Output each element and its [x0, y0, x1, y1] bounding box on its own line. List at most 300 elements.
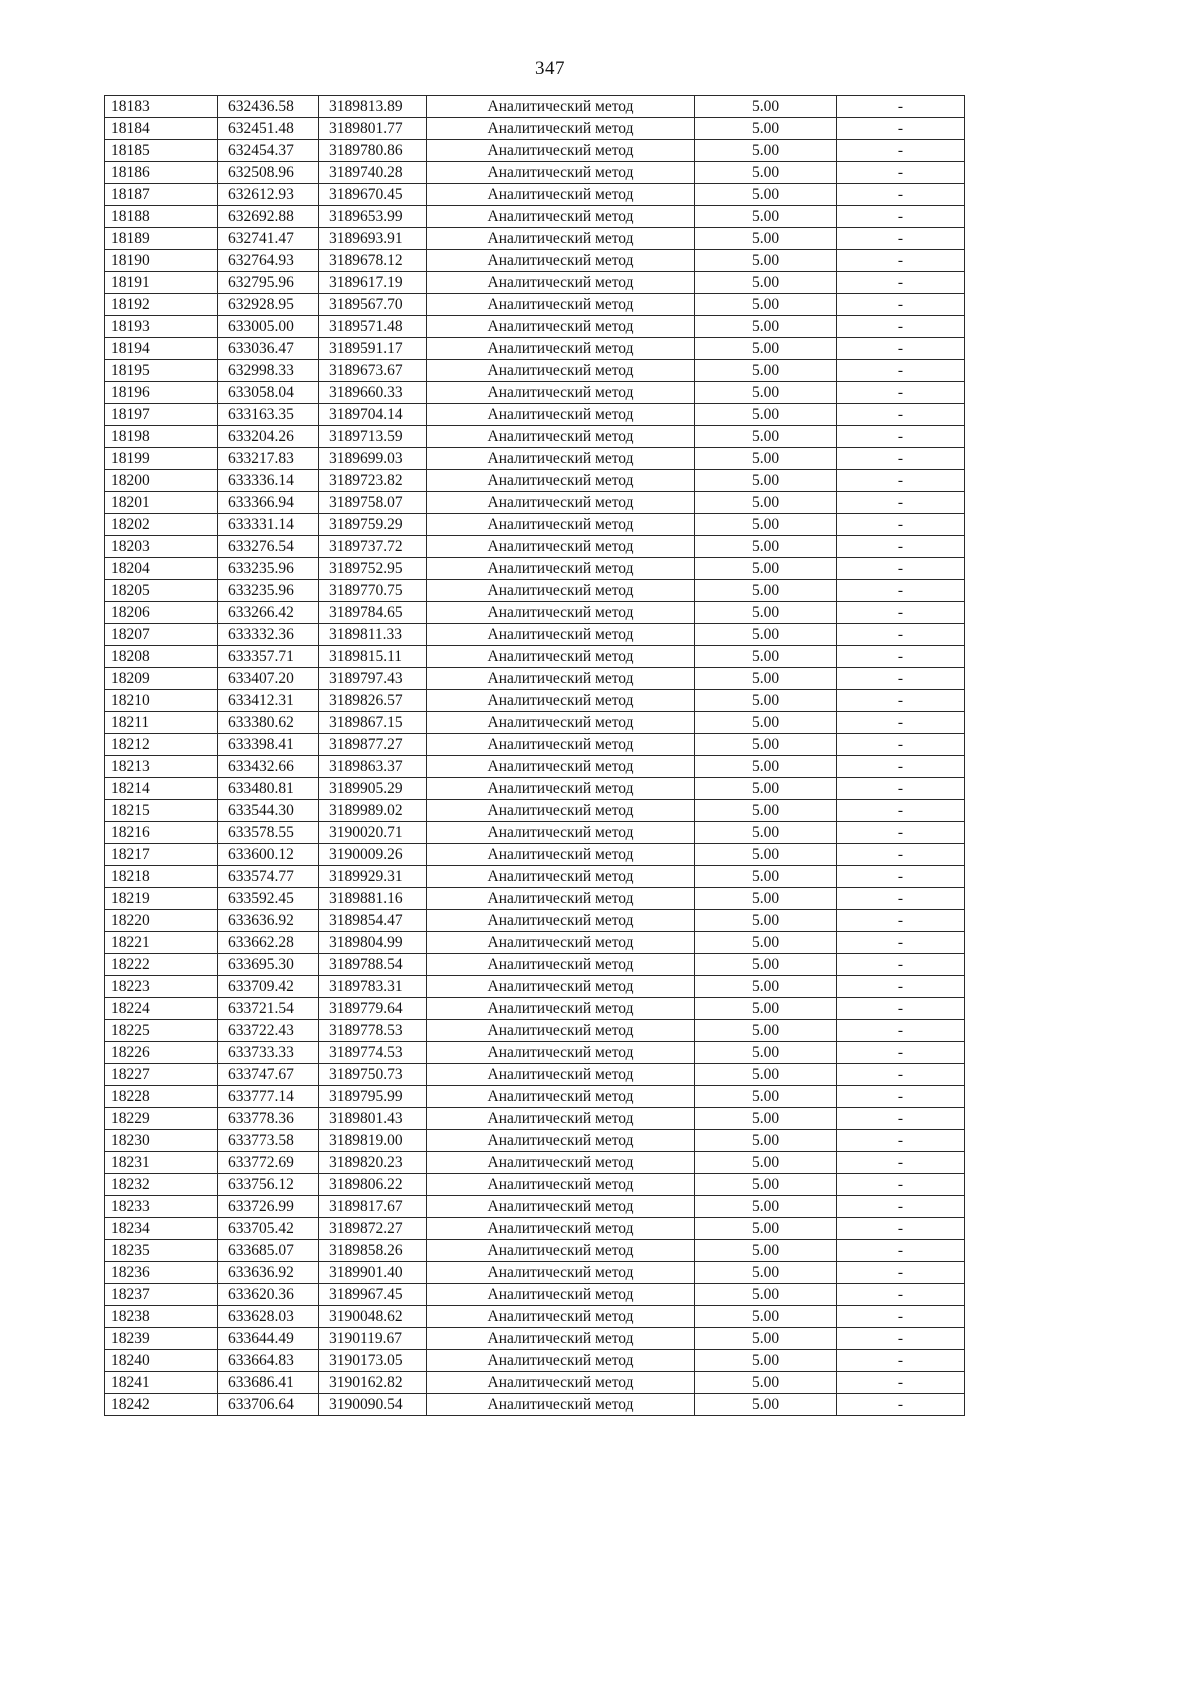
point-number-cell: 18188	[105, 206, 218, 228]
table-row	[105, 998, 965, 1020]
accuracy-cell: 5.00	[695, 1218, 837, 1240]
y-coordinate-cell: 3189801.77	[319, 118, 427, 140]
point-number-cell: 18209	[105, 668, 218, 690]
point-number-cell: 18239	[105, 1328, 218, 1350]
table-row	[105, 338, 965, 360]
accuracy-cell: 5.00	[695, 316, 837, 338]
x-coordinate-cell: 632795.96	[218, 272, 319, 294]
point-number-cell: 18195	[105, 360, 218, 382]
accuracy-cell: 5.00	[695, 1196, 837, 1218]
y-coordinate-cell: 3189788.54	[319, 954, 427, 976]
y-coordinate-cell: 3189967.45	[319, 1284, 427, 1306]
point-number-cell: 18197	[105, 404, 218, 426]
table-row	[105, 514, 965, 536]
x-coordinate-cell: 633705.42	[218, 1218, 319, 1240]
note-cell: -	[837, 1284, 965, 1306]
y-coordinate-cell: 3189867.15	[319, 712, 427, 734]
point-number-cell: 18220	[105, 910, 218, 932]
method-cell: Аналитический метод	[427, 734, 695, 756]
accuracy-cell: 5.00	[695, 1064, 837, 1086]
note-cell: -	[837, 1306, 965, 1328]
table-row	[105, 866, 965, 888]
point-number-cell: 18213	[105, 756, 218, 778]
table-row	[105, 756, 965, 778]
table-row	[105, 624, 965, 646]
x-coordinate-cell: 633726.99	[218, 1196, 319, 1218]
note-cell: -	[837, 624, 965, 646]
y-coordinate-cell: 3189591.17	[319, 338, 427, 360]
note-cell: -	[837, 932, 965, 954]
accuracy-cell: 5.00	[695, 360, 837, 382]
accuracy-cell: 5.00	[695, 888, 837, 910]
y-coordinate-cell: 3189770.75	[319, 580, 427, 602]
note-cell: -	[837, 1262, 965, 1284]
y-coordinate-cell: 3189774.53	[319, 1042, 427, 1064]
table-row	[105, 602, 965, 624]
note-cell: -	[837, 668, 965, 690]
point-number-cell: 18216	[105, 822, 218, 844]
table-row	[105, 932, 965, 954]
method-cell: Аналитический метод	[427, 1042, 695, 1064]
y-coordinate-cell: 3189797.43	[319, 668, 427, 690]
method-cell: Аналитический метод	[427, 294, 695, 316]
accuracy-cell: 5.00	[695, 382, 837, 404]
table-row	[105, 1218, 965, 1240]
point-number-cell: 18241	[105, 1372, 218, 1394]
note-cell: -	[837, 470, 965, 492]
note-cell: -	[837, 1394, 965, 1416]
accuracy-cell: 5.00	[695, 492, 837, 514]
note-cell: -	[837, 1042, 965, 1064]
note-cell: -	[837, 272, 965, 294]
point-number-cell: 18212	[105, 734, 218, 756]
y-coordinate-cell: 3190020.71	[319, 822, 427, 844]
note-cell: -	[837, 1152, 965, 1174]
y-coordinate-cell: 3189905.29	[319, 778, 427, 800]
x-coordinate-cell: 633574.77	[218, 866, 319, 888]
accuracy-cell: 5.00	[695, 932, 837, 954]
point-number-cell: 18189	[105, 228, 218, 250]
y-coordinate-cell: 3189784.65	[319, 602, 427, 624]
point-number-cell: 18200	[105, 470, 218, 492]
accuracy-cell: 5.00	[695, 646, 837, 668]
accuracy-cell: 5.00	[695, 822, 837, 844]
accuracy-cell: 5.00	[695, 1350, 837, 1372]
table-row	[105, 162, 965, 184]
method-cell: Аналитический метод	[427, 1350, 695, 1372]
y-coordinate-cell: 3189858.26	[319, 1240, 427, 1262]
x-coordinate-cell: 633636.92	[218, 910, 319, 932]
point-number-cell: 18219	[105, 888, 218, 910]
table-row	[105, 1064, 965, 1086]
method-cell: Аналитический метод	[427, 668, 695, 690]
x-coordinate-cell: 633578.55	[218, 822, 319, 844]
table-row	[105, 668, 965, 690]
table-row	[105, 1372, 965, 1394]
table-row	[105, 250, 965, 272]
accuracy-cell: 5.00	[695, 1130, 837, 1152]
point-number-cell: 18221	[105, 932, 218, 954]
point-number-cell: 18205	[105, 580, 218, 602]
accuracy-cell: 5.00	[695, 1306, 837, 1328]
point-number-cell: 18224	[105, 998, 218, 1020]
accuracy-cell: 5.00	[695, 96, 837, 118]
method-cell: Аналитический метод	[427, 1152, 695, 1174]
table-row	[105, 1284, 965, 1306]
note-cell: -	[837, 536, 965, 558]
table-row	[105, 1350, 965, 1372]
table-row	[105, 800, 965, 822]
note-cell: -	[837, 294, 965, 316]
y-coordinate-cell: 3190090.54	[319, 1394, 427, 1416]
accuracy-cell: 5.00	[695, 426, 837, 448]
y-coordinate-cell: 3189704.14	[319, 404, 427, 426]
x-coordinate-cell: 633777.14	[218, 1086, 319, 1108]
y-coordinate-cell: 3189699.03	[319, 448, 427, 470]
method-cell: Аналитический метод	[427, 800, 695, 822]
accuracy-cell: 5.00	[695, 294, 837, 316]
note-cell: -	[837, 1086, 965, 1108]
table-body	[105, 96, 965, 1416]
y-coordinate-cell: 3189653.99	[319, 206, 427, 228]
point-number-cell: 18223	[105, 976, 218, 998]
point-number-cell: 18207	[105, 624, 218, 646]
accuracy-cell: 5.00	[695, 1372, 837, 1394]
accuracy-cell: 5.00	[695, 184, 837, 206]
note-cell: -	[837, 734, 965, 756]
x-coordinate-cell: 633398.41	[218, 734, 319, 756]
x-coordinate-cell: 632612.93	[218, 184, 319, 206]
method-cell: Аналитический метод	[427, 272, 695, 294]
x-coordinate-cell: 633058.04	[218, 382, 319, 404]
y-coordinate-cell: 3189854.47	[319, 910, 427, 932]
method-cell: Аналитический метод	[427, 888, 695, 910]
point-number-cell: 18234	[105, 1218, 218, 1240]
method-cell: Аналитический метод	[427, 558, 695, 580]
table-row	[105, 1394, 965, 1416]
x-coordinate-cell: 633592.45	[218, 888, 319, 910]
note-cell: -	[837, 206, 965, 228]
accuracy-cell: 5.00	[695, 602, 837, 624]
method-cell: Аналитический метод	[427, 1218, 695, 1240]
note-cell: -	[837, 228, 965, 250]
x-coordinate-cell: 633722.43	[218, 1020, 319, 1042]
y-coordinate-cell: 3190173.05	[319, 1350, 427, 1372]
method-cell: Аналитический метод	[427, 1130, 695, 1152]
table-row	[105, 558, 965, 580]
point-number-cell: 18229	[105, 1108, 218, 1130]
y-coordinate-cell: 3189670.45	[319, 184, 427, 206]
point-number-cell: 18237	[105, 1284, 218, 1306]
note-cell: -	[837, 1064, 965, 1086]
accuracy-cell: 5.00	[695, 228, 837, 250]
note-cell: -	[837, 1328, 965, 1350]
method-cell: Аналитический метод	[427, 536, 695, 558]
method-cell: Аналитический метод	[427, 96, 695, 118]
accuracy-cell: 5.00	[695, 580, 837, 602]
x-coordinate-cell: 633747.67	[218, 1064, 319, 1086]
table-row	[105, 954, 965, 976]
y-coordinate-cell: 3189678.12	[319, 250, 427, 272]
note-cell: -	[837, 866, 965, 888]
point-number-cell: 18208	[105, 646, 218, 668]
note-cell: -	[837, 954, 965, 976]
accuracy-cell: 5.00	[695, 624, 837, 646]
x-coordinate-cell: 632741.47	[218, 228, 319, 250]
y-coordinate-cell: 3189660.33	[319, 382, 427, 404]
method-cell: Аналитический метод	[427, 206, 695, 228]
table-row	[105, 536, 965, 558]
note-cell: -	[837, 844, 965, 866]
accuracy-cell: 5.00	[695, 690, 837, 712]
y-coordinate-cell: 3189567.70	[319, 294, 427, 316]
y-coordinate-cell: 3189758.07	[319, 492, 427, 514]
table-row	[105, 448, 965, 470]
y-coordinate-cell: 3189759.29	[319, 514, 427, 536]
note-cell: -	[837, 888, 965, 910]
x-coordinate-cell: 633600.12	[218, 844, 319, 866]
method-cell: Аналитический метод	[427, 426, 695, 448]
x-coordinate-cell: 633544.30	[218, 800, 319, 822]
table-row	[105, 580, 965, 602]
table-row	[105, 1240, 965, 1262]
y-coordinate-cell: 3189872.27	[319, 1218, 427, 1240]
point-number-cell: 18235	[105, 1240, 218, 1262]
point-number-cell: 18238	[105, 1306, 218, 1328]
note-cell: -	[837, 162, 965, 184]
accuracy-cell: 5.00	[695, 448, 837, 470]
note-cell: -	[837, 1108, 965, 1130]
note-cell: -	[837, 448, 965, 470]
table-row	[105, 822, 965, 844]
point-number-cell: 18225	[105, 1020, 218, 1042]
y-coordinate-cell: 3189780.86	[319, 140, 427, 162]
accuracy-cell: 5.00	[695, 536, 837, 558]
y-coordinate-cell: 3189806.22	[319, 1174, 427, 1196]
method-cell: Аналитический метод	[427, 866, 695, 888]
accuracy-cell: 5.00	[695, 800, 837, 822]
table-row	[105, 118, 965, 140]
x-coordinate-cell: 632928.95	[218, 294, 319, 316]
table-row	[105, 1196, 965, 1218]
table-row	[105, 316, 965, 338]
y-coordinate-cell: 3189723.82	[319, 470, 427, 492]
note-cell: -	[837, 338, 965, 360]
x-coordinate-cell: 633412.31	[218, 690, 319, 712]
x-coordinate-cell: 633163.35	[218, 404, 319, 426]
table-row	[105, 206, 965, 228]
table-row	[105, 888, 965, 910]
table-row	[105, 1328, 965, 1350]
table-row	[105, 976, 965, 998]
point-number-cell: 18196	[105, 382, 218, 404]
note-cell: -	[837, 250, 965, 272]
method-cell: Аналитический метод	[427, 1328, 695, 1350]
table-row	[105, 910, 965, 932]
coordinates-table	[104, 95, 965, 1416]
x-coordinate-cell: 632998.33	[218, 360, 319, 382]
accuracy-cell: 5.00	[695, 404, 837, 426]
table-row	[105, 1130, 965, 1152]
y-coordinate-cell: 3190119.67	[319, 1328, 427, 1350]
point-number-cell: 18240	[105, 1350, 218, 1372]
table-row	[105, 360, 965, 382]
accuracy-cell: 5.00	[695, 1240, 837, 1262]
accuracy-cell: 5.00	[695, 162, 837, 184]
point-number-cell: 18183	[105, 96, 218, 118]
method-cell: Аналитический метод	[427, 756, 695, 778]
method-cell: Аналитический метод	[427, 250, 695, 272]
x-coordinate-cell: 633331.14	[218, 514, 319, 536]
x-coordinate-cell: 633686.41	[218, 1372, 319, 1394]
accuracy-cell: 5.00	[695, 338, 837, 360]
table-row	[105, 1020, 965, 1042]
point-number-cell: 18202	[105, 514, 218, 536]
method-cell: Аналитический метод	[427, 976, 695, 998]
x-coordinate-cell: 633685.07	[218, 1240, 319, 1262]
x-coordinate-cell: 633662.28	[218, 932, 319, 954]
method-cell: Аналитический метод	[427, 360, 695, 382]
method-cell: Аналитический метод	[427, 1196, 695, 1218]
x-coordinate-cell: 633772.69	[218, 1152, 319, 1174]
x-coordinate-cell: 633733.33	[218, 1042, 319, 1064]
x-coordinate-cell: 633432.66	[218, 756, 319, 778]
table-row	[105, 184, 965, 206]
method-cell: Аналитический метод	[427, 1086, 695, 1108]
y-coordinate-cell: 3189783.31	[319, 976, 427, 998]
accuracy-cell: 5.00	[695, 140, 837, 162]
table-row	[105, 712, 965, 734]
y-coordinate-cell: 3189737.72	[319, 536, 427, 558]
y-coordinate-cell: 3189863.37	[319, 756, 427, 778]
x-coordinate-cell: 633332.36	[218, 624, 319, 646]
method-cell: Аналитический метод	[427, 1372, 695, 1394]
point-number-cell: 18227	[105, 1064, 218, 1086]
table-row	[105, 1108, 965, 1130]
y-coordinate-cell: 3189571.48	[319, 316, 427, 338]
y-coordinate-cell: 3189813.89	[319, 96, 427, 118]
accuracy-cell: 5.00	[695, 1328, 837, 1350]
accuracy-cell: 5.00	[695, 1042, 837, 1064]
x-coordinate-cell: 633644.49	[218, 1328, 319, 1350]
note-cell: -	[837, 118, 965, 140]
point-number-cell: 18228	[105, 1086, 218, 1108]
accuracy-cell: 5.00	[695, 118, 837, 140]
note-cell: -	[837, 492, 965, 514]
point-number-cell: 18186	[105, 162, 218, 184]
method-cell: Аналитический метод	[427, 316, 695, 338]
method-cell: Аналитический метод	[427, 140, 695, 162]
x-coordinate-cell: 632451.48	[218, 118, 319, 140]
x-coordinate-cell: 633204.26	[218, 426, 319, 448]
point-number-cell: 18226	[105, 1042, 218, 1064]
table-row	[105, 734, 965, 756]
note-cell: -	[837, 712, 965, 734]
point-number-cell: 18190	[105, 250, 218, 272]
table-row	[105, 382, 965, 404]
table-row	[105, 1042, 965, 1064]
note-cell: -	[837, 1218, 965, 1240]
table-row	[105, 690, 965, 712]
table-row	[105, 272, 965, 294]
y-coordinate-cell: 3189877.27	[319, 734, 427, 756]
table-row	[105, 1086, 965, 1108]
table-row	[105, 228, 965, 250]
x-coordinate-cell: 633664.83	[218, 1350, 319, 1372]
method-cell: Аналитический метод	[427, 602, 695, 624]
y-coordinate-cell: 3190162.82	[319, 1372, 427, 1394]
x-coordinate-cell: 633380.62	[218, 712, 319, 734]
note-cell: -	[837, 316, 965, 338]
x-coordinate-cell: 633276.54	[218, 536, 319, 558]
note-cell: -	[837, 778, 965, 800]
note-cell: -	[837, 646, 965, 668]
note-cell: -	[837, 360, 965, 382]
point-number-cell: 18194	[105, 338, 218, 360]
x-coordinate-cell: 633336.14	[218, 470, 319, 492]
x-coordinate-cell: 633217.83	[218, 448, 319, 470]
method-cell: Аналитический метод	[427, 822, 695, 844]
note-cell: -	[837, 1240, 965, 1262]
method-cell: Аналитический метод	[427, 778, 695, 800]
point-number-cell: 18187	[105, 184, 218, 206]
point-number-cell: 18191	[105, 272, 218, 294]
note-cell: -	[837, 184, 965, 206]
y-coordinate-cell: 3189929.31	[319, 866, 427, 888]
point-number-cell: 18198	[105, 426, 218, 448]
x-coordinate-cell: 633636.92	[218, 1262, 319, 1284]
y-coordinate-cell: 3189881.16	[319, 888, 427, 910]
note-cell: -	[837, 382, 965, 404]
table-row	[105, 778, 965, 800]
method-cell: Аналитический метод	[427, 1240, 695, 1262]
method-cell: Аналитический метод	[427, 1306, 695, 1328]
point-number-cell: 18222	[105, 954, 218, 976]
method-cell: Аналитический метод	[427, 184, 695, 206]
y-coordinate-cell: 3189811.33	[319, 624, 427, 646]
accuracy-cell: 5.00	[695, 910, 837, 932]
x-coordinate-cell: 633235.96	[218, 558, 319, 580]
y-coordinate-cell: 3190009.26	[319, 844, 427, 866]
accuracy-cell: 5.00	[695, 1086, 837, 1108]
method-cell: Аналитический метод	[427, 1020, 695, 1042]
x-coordinate-cell: 633005.00	[218, 316, 319, 338]
accuracy-cell: 5.00	[695, 954, 837, 976]
y-coordinate-cell: 3189819.00	[319, 1130, 427, 1152]
accuracy-cell: 5.00	[695, 558, 837, 580]
method-cell: Аналитический метод	[427, 624, 695, 646]
y-coordinate-cell: 3189901.40	[319, 1262, 427, 1284]
note-cell: -	[837, 580, 965, 602]
accuracy-cell: 5.00	[695, 734, 837, 756]
method-cell: Аналитический метод	[427, 228, 695, 250]
point-number-cell: 18192	[105, 294, 218, 316]
method-cell: Аналитический метод	[427, 712, 695, 734]
x-coordinate-cell: 633407.20	[218, 668, 319, 690]
x-coordinate-cell: 633620.36	[218, 1284, 319, 1306]
accuracy-cell: 5.00	[695, 206, 837, 228]
x-coordinate-cell: 633266.42	[218, 602, 319, 624]
x-coordinate-cell: 632764.93	[218, 250, 319, 272]
point-number-cell: 18184	[105, 118, 218, 140]
accuracy-cell: 5.00	[695, 712, 837, 734]
point-number-cell: 18214	[105, 778, 218, 800]
point-number-cell: 18236	[105, 1262, 218, 1284]
note-cell: -	[837, 690, 965, 712]
point-number-cell: 18230	[105, 1130, 218, 1152]
point-number-cell: 18201	[105, 492, 218, 514]
table-row	[105, 470, 965, 492]
